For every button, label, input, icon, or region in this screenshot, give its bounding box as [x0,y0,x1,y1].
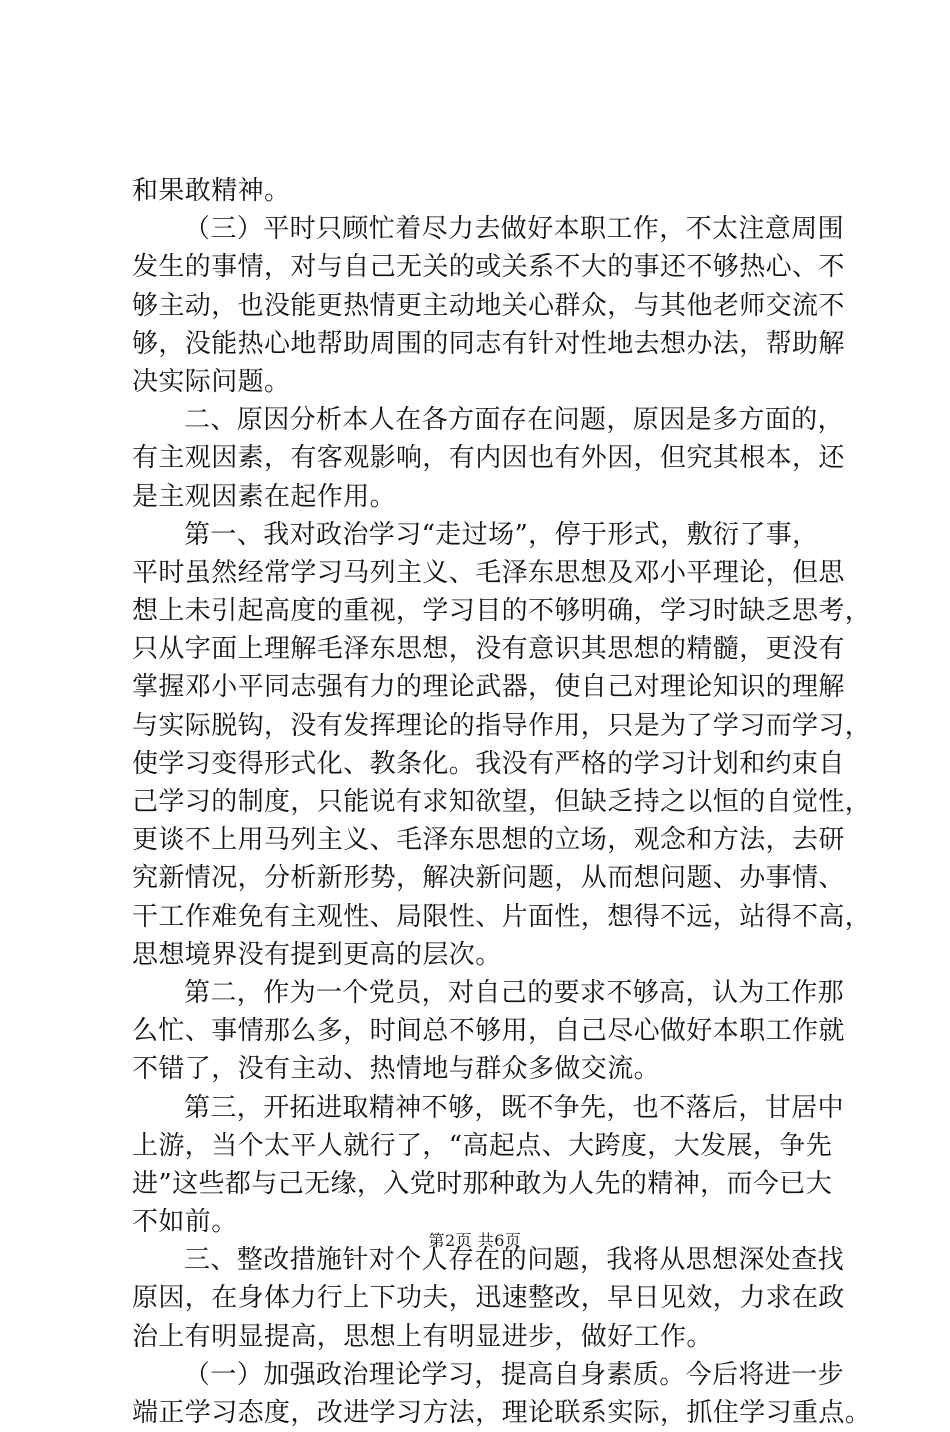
text-line: 使学习变得形式化、教条化。我没有严格的学习计划和约束自 [132,748,845,779]
text-line: 够主动，也没能更热情更主动地关心群众，与其他老师交流不 [132,290,845,321]
text-line: 治上有明显提高，思想上有明显进步，做好工作。 [132,1321,713,1352]
text-line: 是主观因素在起作用。 [132,481,397,512]
text-line: 和果敢精神。 [132,176,291,206]
text-line: 平时虽然经常学习马列主义、毛泽东思想及邓小平理论，但思 [132,557,845,588]
text-line: 么忙、事情那么多，时间总不够用，自己尽心做好本职工作就 [132,1016,845,1047]
text-line: 只从字面上理解毛泽东思想，没有意识其思想的精髓，更没有 [132,634,845,665]
text-line: 己学习的制度，只能说有求知欲望，但缺乏持之以恒的自觉性， [132,787,872,817]
text-line: 想上未引起高度的重视，学习目的不够明确，学习时缺乏思考， [132,596,872,627]
text-line: 第三，开拓进取精神不够，既不争先，也不落后，甘居中 [184,1092,845,1123]
text-line: 进”这些都与己无缘，入党时那种敢为人先的精神，而今已大 [132,1168,833,1199]
text-line: 三、整改措施针对个人存在的问题，我将从思想深处查找 [184,1245,845,1276]
text-line: 与实际脱钩，没有发挥理论的指导作用，只是为了学习而学习， [132,710,872,741]
text-line: 第二，作为一个党员，对自己的要求不够高，认为工作那 [184,977,845,1008]
text-line: （一）加强政治理论学习，提高自身素质。今后将进一步 [184,1359,845,1390]
text-line: 二、原因分析本人在各方面存在问题，原因是多方面的， [184,405,845,436]
text-line: 干工作难免有主观性、局限性、片面性，想得不远，站得不高， [132,901,872,932]
text-line: 原因，在身体力行上下功夫，迅速整改，早日见效，力求在政 [132,1283,845,1314]
text-line: 上游，当个太平人就行了，“高起点、大跨度，大发展，争先 [132,1130,833,1161]
text-line: （三）平时只顾忙着尽力去做好本职工作，不太注意周围 [184,214,845,245]
text-line: 究新情况，分析新形势，解决新问题，从而想问题、办事情、 [132,863,845,894]
text-line: 发生的事情，对与自己无关的或关系不大的事还不够热心、不 [132,252,845,283]
text-line: 端正学习态度，改进学习方法，理论联系实际，抓住学习重点。 [132,1398,872,1428]
text-line: 决实际问题。 [132,366,291,397]
text-line: 掌握邓小平同志强有力的理论武器，使自己对理论知识的理解 [132,672,845,703]
page-number-footer: 第2页 共6页 [428,1231,522,1250]
text-line: 够，没能热心地帮助周围的同志有针对性地去想办法，帮助解 [132,328,845,359]
text-line: 不如前。 [132,1207,238,1238]
text-line: 第一、我对政治学习“走过场”，停于形式，敷衍了事， [184,519,819,550]
text-line: 不错了，没有主动、热情地与群众多做交流。 [132,1054,661,1085]
text-line: 有主观因素，有客观影响，有内因也有外因，但究其根本，还 [132,443,845,474]
text-line: 思想境界没有提到更高的层次。 [132,939,502,970]
text-line: 更谈不上用马列主义、毛泽东思想的立场，观念和方法，去研 [132,825,845,856]
